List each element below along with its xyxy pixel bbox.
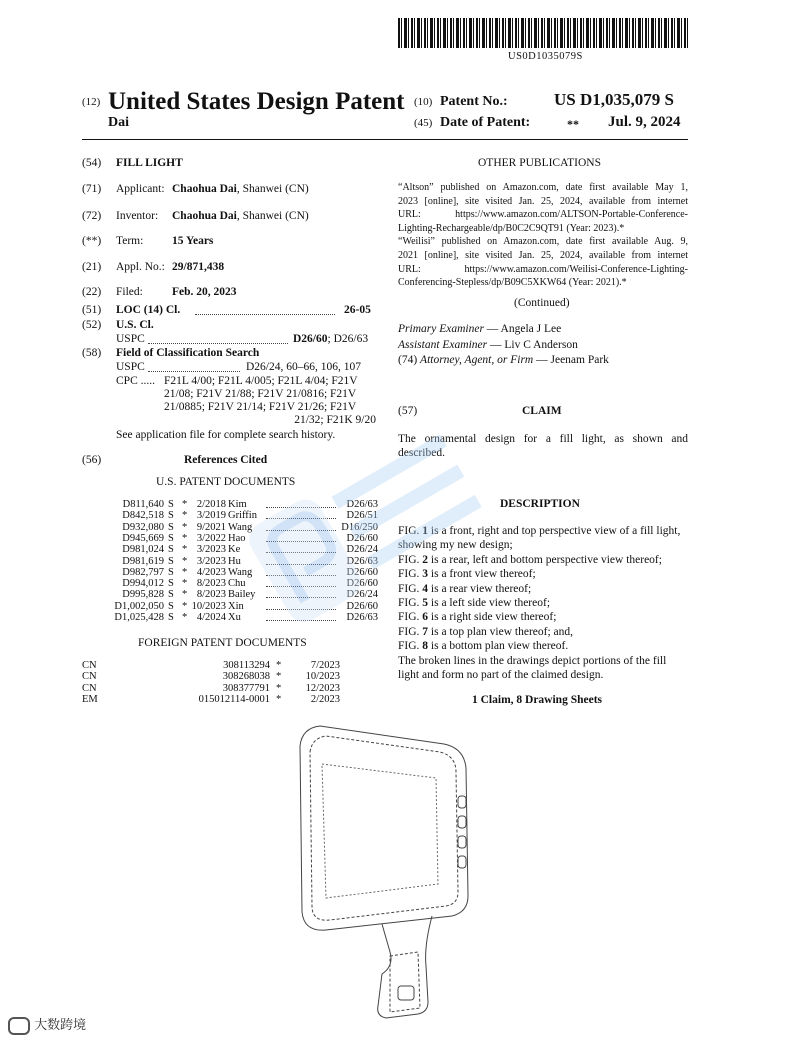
reference-star: * xyxy=(276,682,282,694)
publication-line: “Weilisi” published on Amazon.com, date first available Aug. 9, xyxy=(398,236,688,248)
reference-number: D981,619 xyxy=(122,555,164,567)
description-prefix: FIG. xyxy=(398,582,423,595)
description-prefix: FIG. xyxy=(398,597,423,609)
reference-kind: S xyxy=(168,532,174,544)
foreign-number: 015012114-0001 xyxy=(198,693,270,705)
reference-star: * xyxy=(182,589,188,601)
reference-class: D26/60 xyxy=(346,600,378,612)
reference-kind: S xyxy=(168,510,174,522)
filed-label: Filed: xyxy=(116,286,143,298)
reference-star: * xyxy=(182,521,188,533)
description-text: The broken lines in the drawings depict portions of the fill xyxy=(398,654,667,667)
reference-name: Wang xyxy=(228,521,253,533)
description-text: is a right side view thereof; xyxy=(428,611,557,624)
foreign-reference-row xyxy=(82,694,382,706)
description-text: light and form no part of the claimed design. xyxy=(398,669,604,681)
uspc-label: USPC xyxy=(116,333,145,345)
reference-star: * xyxy=(182,578,188,590)
reference-kind: S xyxy=(168,578,174,590)
loc-label: LOC (14) Cl. xyxy=(116,304,181,316)
reference-number: D1,025,428 xyxy=(114,612,164,623)
reference-name: Xin xyxy=(228,600,244,612)
description-prefix: FIG. xyxy=(398,611,423,624)
attorney-name: — Jeenam Park xyxy=(536,354,609,366)
description-text: is a front, right and top perspective view of a fill light, xyxy=(428,525,681,537)
reference-number: D994,012 xyxy=(122,578,164,590)
continued-note: (Continued) xyxy=(514,297,570,309)
publication-line: 2021 [online], site visited Jan. 25, 2024, available from internet xyxy=(398,250,688,261)
date-stars: ** xyxy=(567,117,579,131)
reference-star: * xyxy=(276,693,282,705)
description-prefix: FIG. xyxy=(398,640,423,653)
claims-summary: 1 Claim, 8 Drawing Sheets xyxy=(472,694,603,706)
code-term: (**) xyxy=(82,235,102,247)
country-code: CN xyxy=(82,682,97,694)
reference-star: * xyxy=(182,555,188,567)
search-uspc-value: D26/24, 60–66, 106, 107 xyxy=(246,361,361,373)
foreign-date: 10/2023 xyxy=(305,671,340,683)
publication-line: URL: https://www.amazon.com/Weilisi-Conference-Lighting- xyxy=(398,263,688,275)
filed-value: Feb. 20, 2023 xyxy=(172,286,237,298)
inventor-surname: Dai xyxy=(108,115,129,130)
code-22: (22) xyxy=(82,286,102,298)
reference-class: D26/63 xyxy=(346,555,378,567)
reference-name: Wang xyxy=(228,566,253,578)
reference-date: 8/2023 xyxy=(196,578,226,590)
reference-class: D26/51 xyxy=(346,510,378,522)
reference-star: * xyxy=(182,612,188,623)
description-line xyxy=(398,668,603,682)
leader-dots xyxy=(195,314,335,315)
reference-kind: S xyxy=(168,521,174,533)
us-cl-label: U.S. Cl. xyxy=(116,319,154,331)
country-code: EM xyxy=(82,693,98,705)
figure-number: 6 xyxy=(422,611,429,624)
reference-class: D26/24 xyxy=(346,589,378,601)
reference-number: D981,024 xyxy=(122,544,164,556)
uspc-main-class: D26/60 xyxy=(293,333,328,345)
reference-star: * xyxy=(276,660,282,671)
description-title: DESCRIPTION xyxy=(500,498,580,510)
cpc-line: 21/0885; F21V 21/14; F21V 21/26; F21V xyxy=(164,401,357,413)
patent-number: US D1,035,079 S xyxy=(554,90,674,109)
reference-kind: S xyxy=(168,555,174,567)
reference-kind: S xyxy=(168,600,174,612)
reference-class: D16/250 xyxy=(341,521,378,533)
applicant-label: Applicant: xyxy=(116,183,165,195)
foreign-number: 308113294 xyxy=(223,660,270,671)
foreign-patent-documents-title: FOREIGN PATENT DOCUMENTS xyxy=(138,637,307,649)
figure-number: 3 xyxy=(422,568,429,581)
reference-date: 9/2021 xyxy=(196,521,226,533)
reference-name: Bailey xyxy=(228,589,256,601)
search-uspc-label: USPC xyxy=(116,361,145,373)
reference-star: * xyxy=(182,544,188,556)
code-21: (21) xyxy=(82,261,102,273)
title-of-design: FILL LIGHT xyxy=(116,157,183,169)
reference-number: D932,080 xyxy=(122,521,164,533)
foreign-date: 7/2023 xyxy=(310,660,340,671)
description-line xyxy=(398,654,666,668)
foreign-date: 2/2023 xyxy=(310,693,340,705)
figure-number: 4 xyxy=(422,582,429,595)
reference-date: 3/2023 xyxy=(196,555,226,567)
code-54: (54) xyxy=(82,157,102,169)
reference-name: Kim xyxy=(228,499,247,510)
reference-number: D842,518 xyxy=(122,510,164,522)
reference-name: Griffin xyxy=(228,510,257,522)
reference-kind: S xyxy=(168,589,174,601)
applicant-location: , Shanwei (CN) xyxy=(236,183,309,195)
description-text: showing my new design; xyxy=(398,539,513,552)
reference-name: Ke xyxy=(228,544,241,556)
reference-class: D26/63 xyxy=(346,499,378,510)
primary-examiner-label: Primary Examiner xyxy=(398,323,484,335)
site-logo xyxy=(8,1014,86,1035)
leader-dots xyxy=(148,343,288,344)
reference-star: * xyxy=(276,671,282,683)
foreign-number: 308268038 xyxy=(222,671,270,683)
description-prefix: FIG. xyxy=(398,625,423,638)
description-text: is a top plan view thereof; and, xyxy=(428,625,574,638)
logo-mark-icon xyxy=(8,1017,30,1035)
barcode-text: US0D1035079S xyxy=(508,51,583,62)
logo-text: 大数跨境 xyxy=(34,1018,87,1033)
fill-light-drawing xyxy=(286,716,482,1024)
reference-class: D26/60 xyxy=(346,578,378,590)
field-of-search-label: Field of Classification Search xyxy=(116,347,260,359)
reference-date: 3/2019 xyxy=(196,510,226,522)
reference-class: D26/60 xyxy=(346,566,378,578)
primary-examiner-name: — Angela J Lee xyxy=(486,323,562,335)
reference-name: Xu xyxy=(228,612,241,623)
applicant-name: Chaohua Dai xyxy=(172,183,237,195)
reference-kind: S xyxy=(168,499,174,510)
publication-line: “Altson” published on Amazon.com, date first available May 1, xyxy=(398,182,688,193)
cpc-line: 21/32; F21K 9/20 xyxy=(294,414,376,426)
header-divider xyxy=(82,139,688,140)
code-57: (57) xyxy=(398,405,418,417)
code-56: (56) xyxy=(82,454,102,466)
term-label: Term: xyxy=(116,235,144,247)
reference-star: * xyxy=(182,532,188,544)
reference-name: Hao xyxy=(228,532,246,544)
reference-date: 4/2023 xyxy=(196,566,226,578)
cpc-line: 21/08; F21V 21/88; F21V 21/0816; F21V xyxy=(164,388,357,400)
code-10: (10) xyxy=(414,96,433,108)
assistant-examiner-name: — Liv C Anderson xyxy=(490,339,578,351)
description-prefix: FIG. xyxy=(398,525,423,537)
reference-kind: S xyxy=(168,544,174,556)
publication-line: Lighting-Rechargeable/dp/B0C2C9QT91 (Year: 2023).* xyxy=(398,222,625,234)
description-text: is a bottom plan view thereof. xyxy=(428,640,569,653)
loc-value: 26-05 xyxy=(344,304,371,316)
reference-star: * xyxy=(182,499,188,510)
country-code: CN xyxy=(82,660,97,671)
foreign-reference-row xyxy=(82,671,382,683)
code-71: (71) xyxy=(82,183,102,195)
appl-no-label: Appl. No.: xyxy=(116,261,165,273)
description-text: is a rear view thereof; xyxy=(428,582,532,595)
reference-date: 4/2024 xyxy=(196,612,226,623)
publication-line: 2023 [online], site visited Jan. 25, 2024, available from internet xyxy=(398,195,688,207)
foreign-date: 12/2023 xyxy=(305,682,340,694)
term-value: 15 Years xyxy=(172,235,214,247)
assistant-examiner-label: Assistant Examiner xyxy=(398,339,488,351)
code-12: (12) xyxy=(82,96,101,108)
references-cited-label: References Cited xyxy=(184,454,268,466)
reference-class: D26/24 xyxy=(346,544,378,556)
reference-number: D995,828 xyxy=(122,589,164,601)
reference-date: 3/2023 xyxy=(196,544,226,556)
publication-line: Conferencing-Stepless/dp/B09C5XKW64 (Year: 2021).* xyxy=(398,277,627,289)
figure-number: 1 xyxy=(422,525,429,537)
reference-number: D1,002,050 xyxy=(114,600,164,612)
reference-kind: S xyxy=(168,612,174,623)
reference-date: 3/2022 xyxy=(196,532,226,544)
reference-star: * xyxy=(182,600,188,612)
country-code: CN xyxy=(82,671,97,683)
patent-no-label: Patent No.: xyxy=(440,94,508,109)
code-74: (74) xyxy=(398,354,418,366)
barcode xyxy=(398,18,688,48)
description-text: is a front view thereof; xyxy=(428,568,536,581)
claim-text-line: The ornamental design for a fill light, as shown and xyxy=(398,433,688,445)
leader-dots xyxy=(148,371,240,372)
code-72: (72) xyxy=(82,210,102,222)
code-58: (58) xyxy=(82,347,102,359)
cpc-line: F21L 4/00; F21L 4/005; F21L 4/04; F21V xyxy=(164,375,358,387)
reference-number: D982,797 xyxy=(122,566,164,578)
figure-number: 2 xyxy=(422,553,429,566)
inventor-location: , Shanwei (CN) xyxy=(236,210,309,222)
reference-star: * xyxy=(182,566,188,578)
search-history-note: See application file for complete search history. xyxy=(116,429,336,441)
reference-kind: S xyxy=(168,566,174,578)
inventor-label: Inventor: xyxy=(116,210,159,222)
reference-number: D811,640 xyxy=(122,499,164,510)
description-prefix: FIG. xyxy=(398,568,423,581)
attorney-label: Attorney, Agent, or Firm xyxy=(420,354,534,366)
figure-number: 7 xyxy=(422,625,429,638)
figure-number: 5 xyxy=(422,597,429,609)
reference-class: D26/60 xyxy=(346,532,378,544)
foreign-number: 308377791 xyxy=(222,682,270,694)
uspc-other-class: ; D26/63 xyxy=(327,333,369,345)
code-45: (45) xyxy=(414,117,433,129)
patent-date: Jul. 9, 2024 xyxy=(608,114,681,130)
reference-class: D26/63 xyxy=(346,612,378,623)
foreign-reference-row xyxy=(82,683,382,695)
description-text: is a rear, left and bottom perspective view thereof; xyxy=(428,553,662,566)
reference-name: Chu xyxy=(228,578,246,590)
reference-date: 8/2023 xyxy=(196,589,226,601)
cpc-label: CPC ..... xyxy=(116,375,155,387)
foreign-reference-row xyxy=(82,660,382,672)
reference-date: 10/2023 xyxy=(191,600,226,612)
figure-number: 8 xyxy=(422,640,429,653)
reference-name: Hu xyxy=(228,555,241,567)
us-patent-documents-title: U.S. PATENT DOCUMENTS xyxy=(156,476,296,488)
inventor-name: Chaohua Dai xyxy=(172,210,237,222)
appl-no-value: 29/871,438 xyxy=(172,261,225,273)
patent-type-title: United States Design Patent xyxy=(108,88,405,115)
description-text: is a left side view thereof; xyxy=(428,597,551,609)
reference-star: * xyxy=(182,510,188,522)
description-prefix: FIG. xyxy=(398,553,423,566)
reference-date: 2/2018 xyxy=(196,499,226,510)
other-publications-title: OTHER PUBLICATIONS xyxy=(478,157,601,169)
date-label: Date of Patent: xyxy=(440,115,531,130)
publication-line: URL: https://www.amazon.com/ALTSON-Portable-Conference- xyxy=(398,209,688,221)
claim-text-line: described. xyxy=(398,447,445,459)
reference-number: D945,669 xyxy=(122,532,164,544)
code-51: (51) xyxy=(82,304,102,316)
claim-title: CLAIM xyxy=(522,405,562,417)
code-52: (52) xyxy=(82,319,102,331)
